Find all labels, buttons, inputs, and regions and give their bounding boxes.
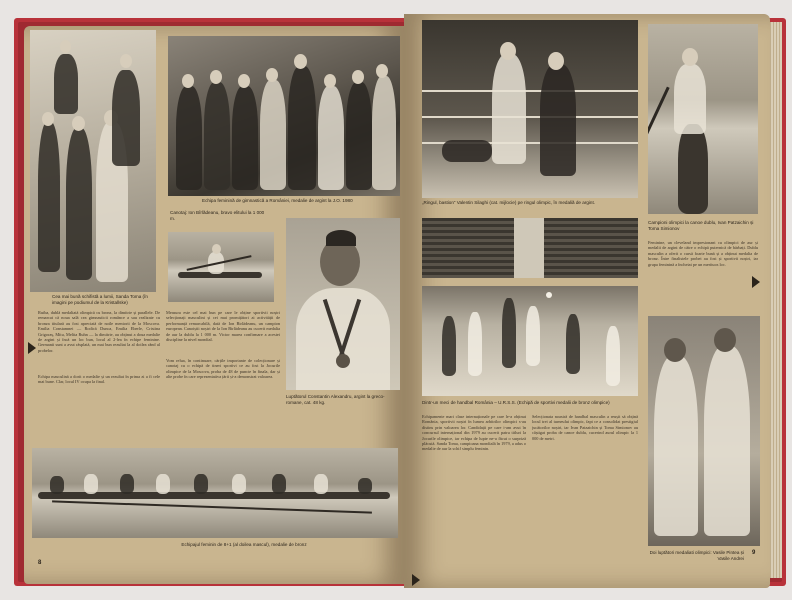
photo-sanda-toma [30,30,156,292]
body-text-left-d: Vom relua, în continuare, cărțile importante de colecționare și canotaj cu o echipă de tineri sportivi ce au fost la Jocurile olimpice de la Moscova, proba de 48 de puncte în finala, dar și alte probe în care reprezentativa țării și-a demonstrat valoarea. [166,358,280,380]
caption-birladeanu: Canotaj: Ion Bîrlădeanu, bravo elitului la 1 000 m. [170,210,265,221]
caption-bottom-pair: Doi luptători medaliati olimpici: Vasile Pintea și Vasile Andrei [649,550,744,561]
body-text-left-c: Measura este cel mai bun pe care le obține sportivii noștri selecționați masculini și cei mai promițători ai activității de performanță remarcabilă, dată de Ion Birlădeanu, un campion european. Canoiștii noștri de la Ion Birlădeanu au cucerit medalia de aur la dublu la 1 000 m. Victor marea confirmare a acestei discipline la nivel mondial. [166,310,280,343]
photo-birladeanu [168,232,274,302]
body-text-right-c: Feminine, un cleveland impresionant cu olimpici de aur și medalii de argint de către o echipă puternică de bărbați. Dublu masculin a oferit o cursă foarte bună și a obținut medalia de bronz. Între finalistele probei au fost și sportivii noștri, iar grupa feminină a încheiat pe un merituos loc. [648,240,758,267]
photo-wrestlers-pair [648,316,760,546]
photo-gym-team [168,36,400,196]
photo-stadium [422,218,638,278]
photo-constantin-alexandru [286,218,400,390]
caption-boxer: „Ringul, bastion” Valentin Silaghi (cat. mijlocie) pe ringul olimpic, în medaliă de argint. [422,200,596,205]
caption-canoe-pair: Campioni olimpici la canoe dublu, Ivan Patzaichin și Toma Simionov [648,220,754,231]
caption-gym-team: Echipa feminină de gimnastică a României, medalie de argint la J.O. 1980 [202,198,353,203]
caption-alexandru: Luptătorul Constantin Alexandru, argint la greco-romane, cat. 48 kg. [286,394,385,405]
page-stack-edge [768,22,782,578]
photo-canoe-pair [648,24,758,214]
photo-handball [422,286,638,396]
left-page [24,26,404,584]
body-text-left-b: Echipa masculină a dorit o medalie și un rezultat în prima zi a fi cele mai bune. Clar, locul IV ocupa la final. [38,374,160,385]
body-text-right-b: Selecționata noastră de handbal masculin a reușit să obțină locul trei al turneului olimpic, fapt ce a consolidat prestigiul jucătorilor noștri, iar Ivan Patzaichin și Toma Simionov au câștigat proba de canoe dublu, cucerind aurul olimpic la 1 000 de metri. [532,414,638,441]
right-page [404,14,770,588]
section-arrow-icon [412,574,420,586]
left-page-number: 8 [38,560,42,566]
photo-boxing [422,20,638,198]
caption-sanda-toma: Cea mai bună schifistă a lumii, Sanda Toma (în imagini pe podiumul de la Kristallske) [52,294,148,305]
continue-arrow-icon [28,342,36,354]
right-page-number: 9 [752,550,756,556]
caption-handball: Dintr-un meci de handbal România – U.R.S.S. (Echipă de sportivi medalii de bronz olimpice) [422,400,610,405]
continue-arrow-icon [752,276,760,288]
photo-rowing-eight [32,448,398,538]
body-text-left-a: Ruiba, dublă medaliată olimpică cu bronz, la dimitrie și parallele. De remarcat că noua sală cea gimnasticii românce a sau realizate cu bronza titulară au fost apreciată de noile mentorii de la Moscova. Emilia Constamnei — Rodică Dunca, Emilia Eberle, Cristina Grigoraș, Mitu, Melita Ruhn — la dimitrie, au obținut a doua medalie de argint și încă un loc bun, locul al 2-lea în echipe feminine. Germanii sunt a avut răsplată, un mai bun rezultat la al doilea rând al probelor. [38,310,160,353]
caption-rowing-eight: Echipajul feminin de 8+1 (al doilea mascul), medalie de bronz [181,542,307,547]
body-text-right-a: Echipamente mari clase internaționale pe care le-a obținut România, sportivii noștri în lumea arbitrilor olimpici s-au distins prin valoarea lor. Candidații pe care i-am avut în concursul internațional din 1979 au cucerit patru titluri la Jocurile olimpice, iar echipa de lupte ne-a făcut o surpriză plăcută. Sanda Toma, campioana mondială în 1979, a adus o medalie de aur la schif simplu feminin. [422,414,526,452]
